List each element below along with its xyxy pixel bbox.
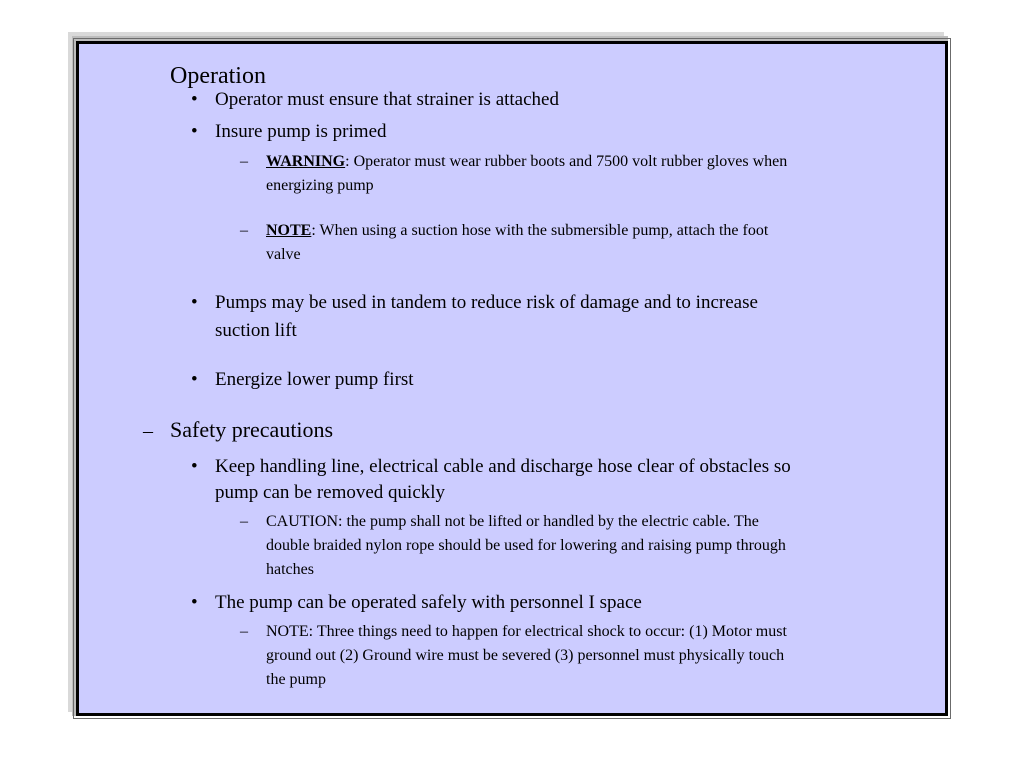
operation-bullet-tandem-1: Pumps may be used in tandem to reduce risk of damage and to increase (215, 292, 758, 313)
safety-heading: Safety precautions (170, 417, 334, 442)
note2-line-2: ground out (2) Ground wire must be severed (3) personnel must physically touch (266, 647, 785, 664)
note-line-2: valve (266, 246, 301, 263)
operation-bullet-primed: Insure pump is primed (215, 121, 387, 142)
note-line-1 (266, 223, 768, 239)
safety-bullet-handling-1: Keep handling line, electrical cable and discharge hose clear of obstacles so (215, 456, 791, 477)
safety-bullet-personnel: The pump can be operated safely with personnel I space (215, 592, 642, 613)
caution-line-3: hatches (266, 561, 314, 578)
bullet-icon: • (191, 369, 198, 390)
operation-heading: Operation (170, 63, 266, 89)
slide-frame (76, 41, 948, 716)
bullet-icon: • (191, 89, 198, 110)
caution-line-2: double braided nylon rope should be used for lowering and raising pump through (266, 537, 786, 554)
note-label: NOTE (266, 222, 312, 239)
warning-label: WARNING (266, 153, 346, 170)
dash-icon: – (240, 153, 248, 170)
safety-bullet-handling-2: pump can be removed quickly (215, 482, 446, 503)
bullet-icon: • (191, 292, 198, 313)
dash-icon: – (240, 513, 248, 530)
bullet-icon: • (191, 592, 198, 613)
note2-line-3: the pump (266, 671, 326, 688)
warning-text: : Operator must wear rubber boots and 7500 volt rubber gloves when (345, 153, 788, 170)
operation-bullet-strainer: Operator must ensure that strainer is attached (215, 89, 559, 110)
operation-bullet-tandem-2: suction lift (215, 320, 297, 341)
note-text: : When using a suction hose with the submersible pump, attach the foot (311, 222, 769, 239)
bullet-icon: • (191, 121, 198, 142)
dash-icon: – (143, 420, 153, 442)
dash-icon: – (240, 222, 248, 239)
note2-line-1: NOTE: Three things need to happen for electrical shock to occur: (1) Motor must (266, 623, 787, 640)
warning-line-2: energizing pump (266, 177, 374, 194)
warning-line-1 (266, 154, 787, 170)
bullet-icon: • (191, 456, 198, 477)
operation-bullet-energize: Energize lower pump first (215, 369, 414, 390)
caution-line-1: CAUTION: the pump shall not be lifted or handled by the electric cable. The (266, 513, 759, 530)
dash-icon: – (240, 623, 248, 640)
